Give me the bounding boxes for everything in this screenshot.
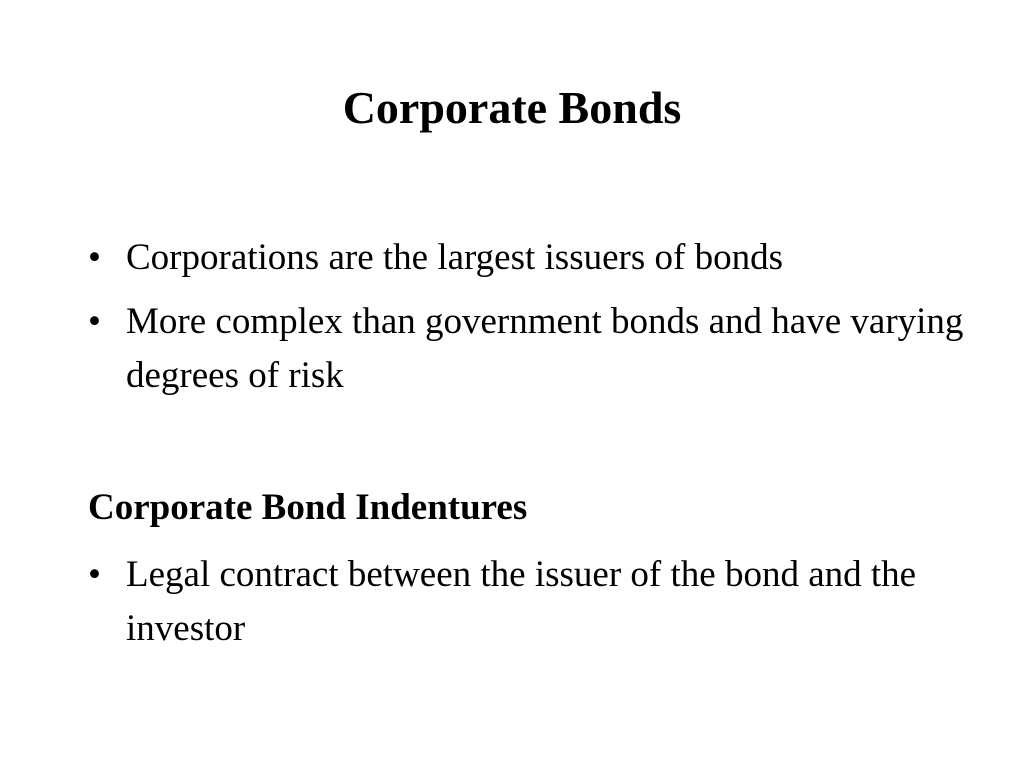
- bullet-text: Corporations are the largest issuers of bonds: [126, 237, 783, 278]
- section-heading: Corporate Bond Indentures: [88, 487, 528, 528]
- slide-title: Corporate Bonds: [342, 82, 682, 133]
- bullet-list-indentures: [88, 548, 968, 666]
- bullet-dot-icon: •: [88, 554, 101, 595]
- bullet-item: [88, 295, 968, 403]
- bullet-dot-icon: •: [88, 301, 101, 342]
- bullet-dot-icon: •: [88, 237, 101, 278]
- bullet-item: [88, 231, 968, 285]
- bullet-item: [88, 548, 968, 656]
- bullet-text: Legal contract between the issuer of the bond and the investor: [126, 554, 917, 649]
- bullet-text: More complex than government bonds and have varying degrees of risk: [126, 301, 964, 396]
- bullet-list-corporate-bonds: [88, 231, 968, 413]
